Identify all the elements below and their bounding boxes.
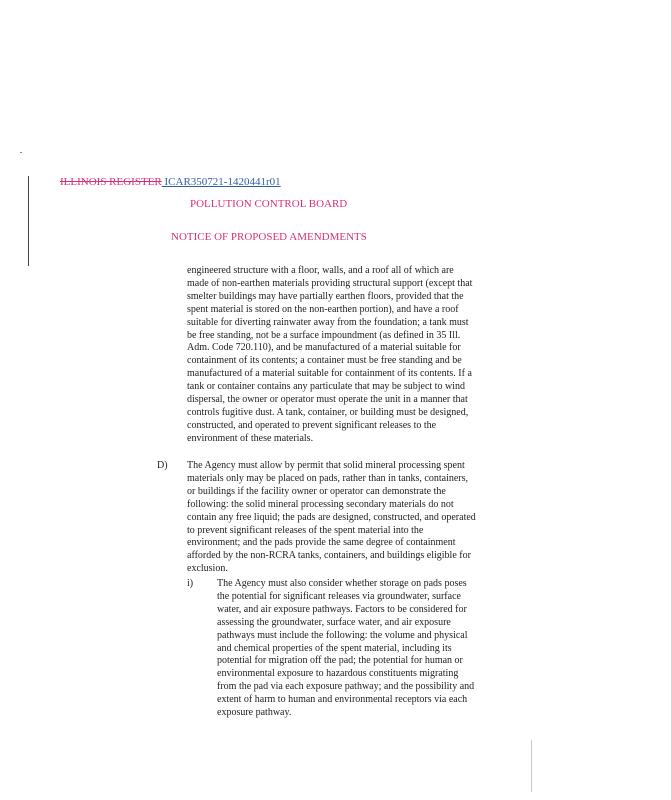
change-bar [28, 176, 29, 266]
item-i-paragraph: The Agency must also consider whether storage on pads poses the potential for significant releases via groundwater, surface water, and air exposure pathways. Factors to be considered for assessing the groundwater, surface water, and air exposure pathways must include the following: the volume and physical and chemical properties of the spent material, including its potential for migration off the pad; the potential for human or environmental exposure to hazardous constituents migrating from the pad via each exposure pathway; and the possibility and extent of harm to human and environmental receptors via each exposure pathway. [217, 578, 475, 719]
scan-edge-line [531, 740, 532, 792]
header-inserted-text [162, 176, 281, 188]
item-i-label: i) [187, 578, 194, 589]
notice-heading: NOTICE OF PROPOSED AMENDMENTS [171, 231, 367, 243]
continuation-paragraph: engineered structure with a floor, walls, and a roof all of which are made of non-earthen materials providing structural support (except that smelter buildings may have partially earthen floors, provided that the spent material is stored on the non-earthen portion), and have a roof suitable for diverting rainwater away from the foundation; a tank must be free standing, not be a surface impoundment (as defined in 35 Ill. Adm. Code 720.110), and be manufactured of a material suitable for containment of its contents; a container must be free standing and be manufactured of a material suitable for containment of its contents. If a tank or container contains any particulate that may be subject to wind dispersal, the owner or operator must operate the unit in a manner that controls fugitive dust. A tank, container, or building must be designed, constructed, and operated to prevent significant releases to the environment of these materials. [187, 265, 473, 444]
header-struck-text: ILLINOIS REGISTER [60, 176, 162, 188]
item-d-label: D) [157, 460, 168, 471]
running-header [60, 176, 281, 188]
item-d-paragraph: The Agency must allow by permit that solid mineral processing spent materials only may be placed on pads, rather than in tanks, containers, or buildings if the facility owner or operator can demonstrate the following: the solid mineral processing secondary materials do not contain any free liquid; the pads are designed, constructed, and operated to prevent significant releases of the spent material into the environment; and the pads provide the same degree of containment afforded by the non-RCRA tanks, containers, and buildings eligible for exclusion. [187, 460, 476, 575]
board-heading: POLLUTION CONTROL BOARD [190, 198, 348, 210]
header-inserted-id: ICAR350721-1420441r01 [164, 176, 281, 188]
margin-tick-mark [20, 152, 22, 153]
